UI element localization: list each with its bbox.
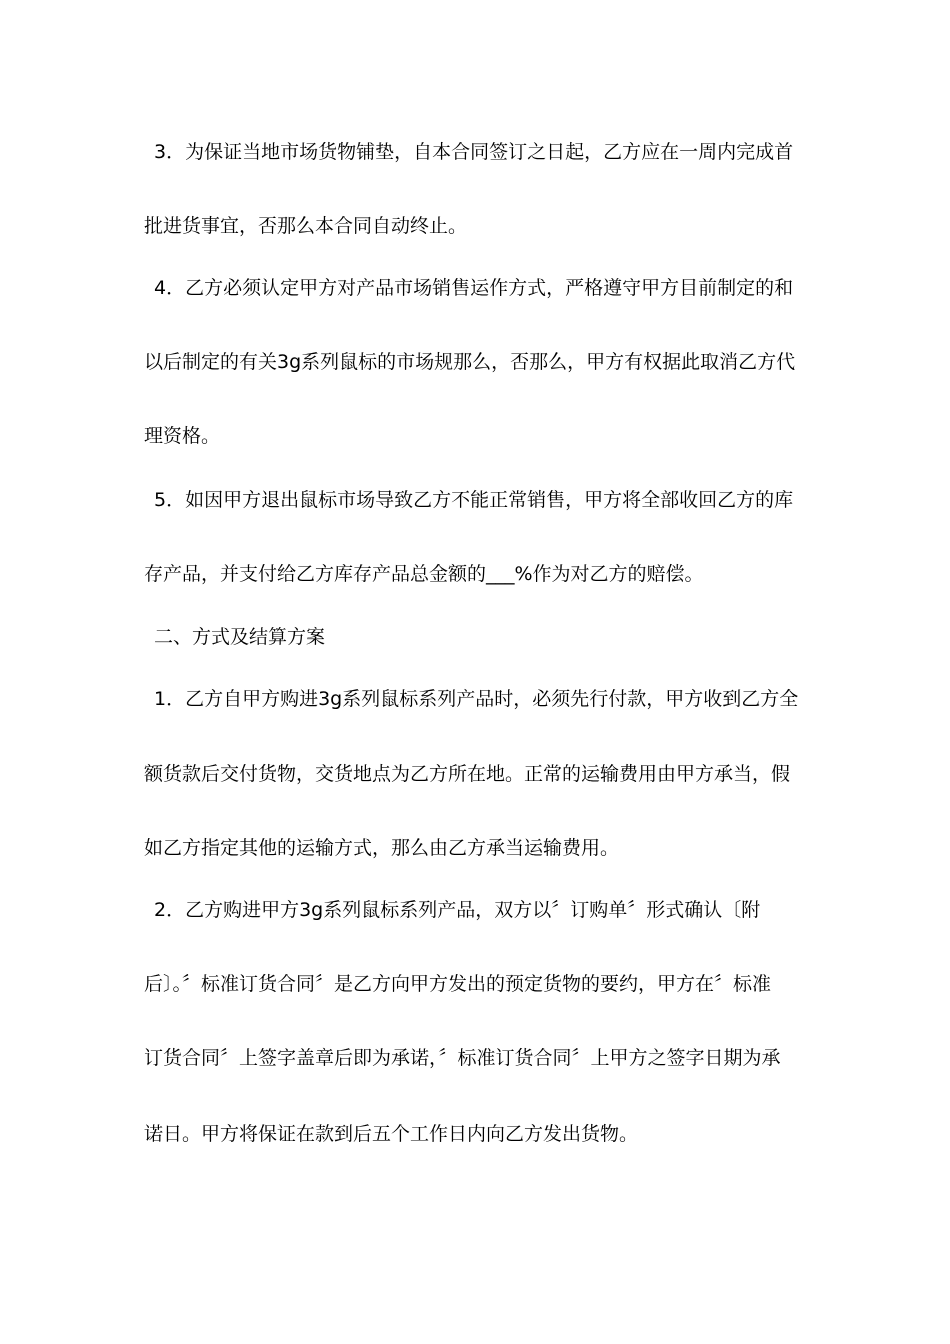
payment-clause-1-line-3: 如乙方指定其他的运输方式，那么由乙方承当运输费用。 xyxy=(144,837,620,859)
clause-4-line-1: 4．乙方必须认定甲方对产品市场销售运作方式，严格遵守甲方目前制定的和 xyxy=(154,277,794,299)
payment-clause-2-line-2: 后〕。〞标准订货合同〞是乙方向甲方发出的预定货物的要约，甲方在〞标准 xyxy=(144,973,772,995)
clause-5-line-2: 存产品，并支付给乙方库存产品总金额的___%作为对乙方的赔偿。 xyxy=(144,563,704,585)
payment-clause-2-line-4: 诺日。甲方将保证在款到后五个工作日内向乙方发出货物。 xyxy=(144,1123,639,1145)
payment-clause-1-line-1: 1．乙方自甲方购进3g系列鼠标系列产品时，必须先行付款，甲方收到乙方全 xyxy=(154,688,799,710)
clause-5-line-1: 5．如因甲方退出鼠标市场导致乙方不能正常销售，甲方将全部收回乙方的库 xyxy=(154,489,794,511)
clause-4-line-2: 以后制定的有关3g系列鼠标的市场规那么，否那么，甲方有权据此取消乙方代 xyxy=(144,351,796,373)
clause-3-line-2: 批进货事宜，否那么本合同自动终止。 xyxy=(144,215,468,237)
clause-4-line-3: 理资格。 xyxy=(144,425,221,447)
clause-3-line-1: 3．为保证当地市场货物铺垫，自本合同签订之日起，乙方应在一周内完成首 xyxy=(154,141,794,163)
section-heading: 二、方式及结算方案 xyxy=(154,626,326,648)
payment-clause-2-line-3: 订货合同〞上签字盖章后即为承诺，〞标准订货合同〞上甲方之签字日期为承 xyxy=(144,1047,781,1069)
payment-clause-1-line-2: 额货款后交付货物，交货地点为乙方所在地。正常的运输费用由甲方承当，假 xyxy=(144,763,791,785)
payment-clause-2-line-1: 2．乙方购进甲方3g系列鼠标系列产品，双方以〞订购单〞形式确认〔附 xyxy=(154,899,761,921)
